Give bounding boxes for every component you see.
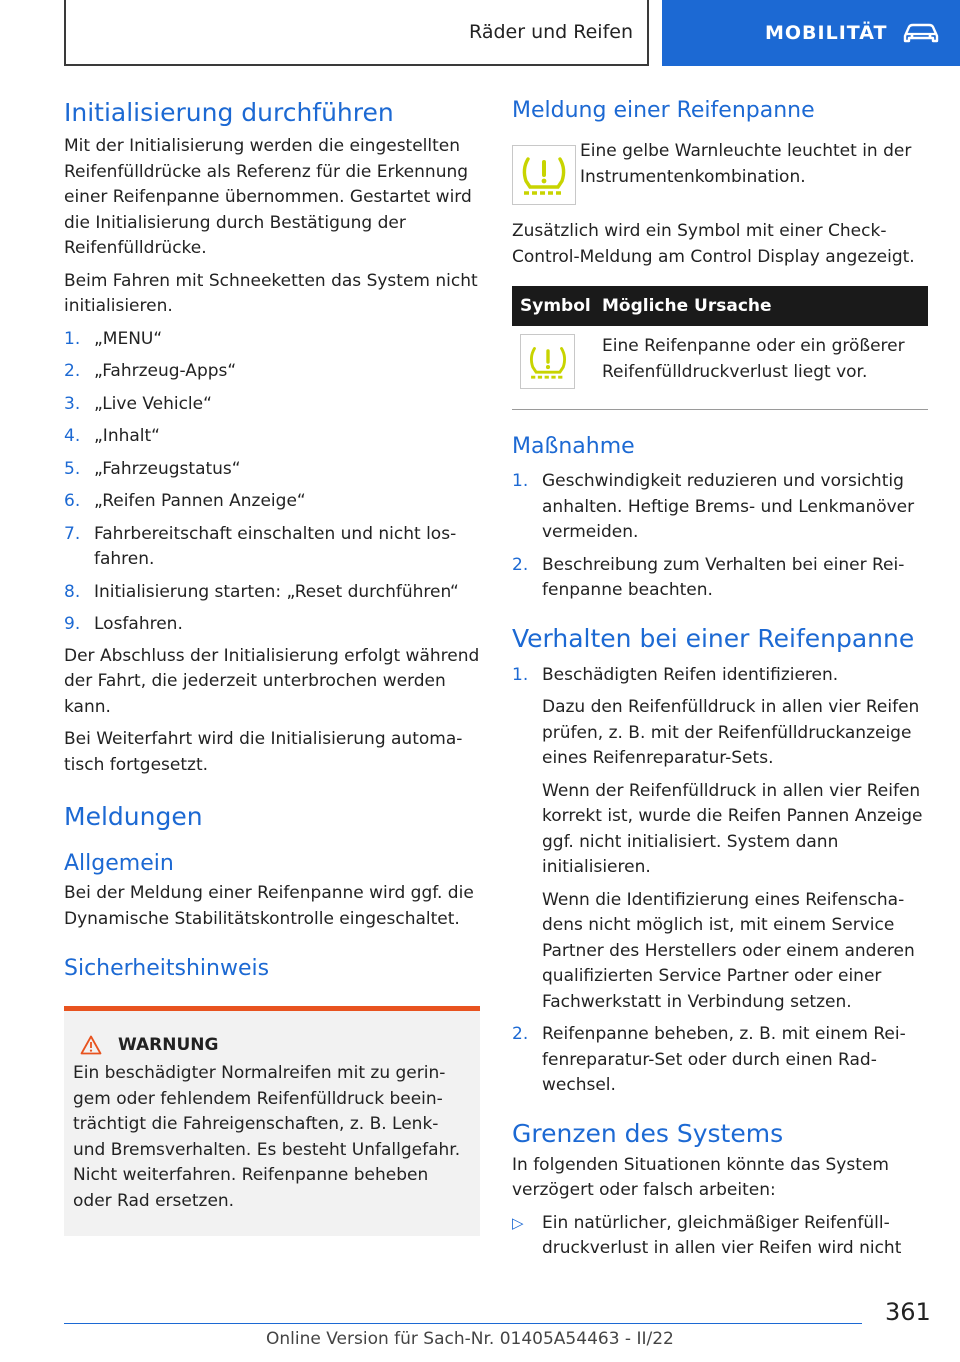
step-number: 1. — [64, 328, 81, 349]
symbol-table — [512, 286, 928, 410]
step-number: 9. — [64, 614, 81, 634]
col-symbol: Symbol — [512, 286, 602, 326]
table-row — [512, 326, 928, 410]
safety-heading: Sicherheitshinweis — [64, 956, 270, 981]
section-title: Räder und Reifen — [469, 21, 633, 43]
step-text: Beschädigten Reifen identifizieren. — [542, 664, 839, 685]
lamp-row — [512, 139, 928, 205]
step-text: Beschreibung zum Verhalten bei einer Reifenpanne beachten. — [542, 554, 905, 600]
step-text: „Fahrzeugstatus“ — [94, 458, 241, 479]
list-item — [64, 359, 480, 385]
step-number: 3. — [64, 393, 81, 414]
list-item — [64, 612, 480, 638]
init-paragraph-2: Beim Fahren mit Schneeketten das System nicht initialisieren. — [64, 270, 478, 316]
list-item — [64, 327, 480, 353]
tire-pressure-warning-icon — [512, 145, 576, 205]
step-text: Reifenpanne beheben, z. B. mit einem Reifenreparatur-Set oder durch einen Radwechsel. — [542, 1024, 906, 1095]
lamp-text: Eine gelbe Warnleuchte leuchtet in der Instrumentenkombination. — [580, 141, 912, 187]
step-number: 2. — [512, 554, 529, 575]
list-item — [512, 469, 928, 546]
step-number: 5. — [64, 458, 81, 479]
step-text: „Fahrzeug-Apps“ — [94, 361, 237, 381]
car-icon — [901, 20, 941, 46]
init-paragraph-4: Bei Weiterfahrt wird die Initialisierung automatisch fortgesetzt. — [64, 729, 463, 775]
step-detail: Dazu den Reifenfülldruck in allen vier Reifen prüfen, z. B. mit der Reifenfülldruckanzeige eines Reifenreparatur-Sets. — [542, 697, 920, 768]
step-text: Geschwindigkeit reduzieren und vorsichtig anhalten. Heftige Brems- und Lenkmanöver vermeiden. — [542, 471, 915, 542]
page-number: 361 — [885, 1298, 931, 1326]
general-heading: Allgemein — [64, 851, 174, 876]
warning-label: WARNUNG — [118, 1035, 219, 1055]
step-number: 1. — [512, 664, 529, 685]
check-control-text: Zusätzlich wird ein Symbol mit einer Check-Control-Meldung am Control Display angezeigt. — [512, 221, 915, 267]
list-item — [512, 1022, 928, 1099]
warning-text: Ein beschädigter Normalreifen mit zu geringem oder fehlendem Reifenfülldruck beeinträchtigt die Fahreigenschaften, z. B. Lenk- und Bremsverhalten. Es besteht Unfallgefahr. Nicht weiterfahren. Reifenpanne beheben oder Rad ersetzen. — [73, 1063, 461, 1211]
left-column — [64, 96, 480, 1236]
init-heading: Initialisierung durchführen — [64, 98, 394, 127]
behavior-heading: Verhalten bei einer Reifenpanne — [512, 623, 915, 653]
tire-pressure-warning-icon — [520, 334, 575, 389]
step-text: „Live Vehicle“ — [94, 393, 212, 414]
list-item — [64, 580, 480, 606]
list-item — [512, 1211, 928, 1262]
footer — [64, 1323, 862, 1349]
init-steps — [64, 327, 480, 638]
step-number: 8. — [64, 581, 81, 602]
init-paragraph-1: Mit der Initialisierung werden die eingestellten Reifenfülldrücke als Referenz für die Erkennung einer Reifenpanne übernommen. Gestartet wird die Initialisierung durch Bestätigung der Reifenfülldrücke. — [64, 136, 472, 258]
measure-heading: Maßnahme — [512, 434, 635, 459]
warning-header — [73, 1035, 470, 1055]
step-number: 2. — [64, 361, 81, 381]
chapter-label: MOBILITÄT — [765, 22, 888, 44]
col-cause: Mögliche Ursache — [602, 286, 928, 326]
list-item — [64, 457, 480, 483]
list-item — [512, 553, 928, 604]
section-header — [64, 0, 649, 66]
step-text: Losfahren. — [94, 614, 183, 634]
init-paragraph-3: Der Abschluss der Initialisierung erfolgt während der Fahrt, die jederzeit unterbrochen werden kann. — [64, 645, 480, 717]
warning-box — [64, 1006, 480, 1236]
step-number: 7. — [64, 523, 81, 544]
online-version-text: Online Version für Sach-Nr. 01405A54463 - II/22 — [266, 1329, 674, 1349]
step-number: 4. — [64, 426, 81, 446]
behavior-steps — [512, 663, 928, 1099]
step-number: 6. — [64, 491, 81, 511]
list-item — [64, 424, 480, 450]
step-number: 1. — [512, 471, 529, 491]
step-text: „Inhalt“ — [94, 426, 160, 446]
messages-heading: Meldungen — [64, 802, 203, 831]
step-text: „MENU“ — [94, 328, 163, 349]
limits-heading: Grenzen des Systems — [512, 1118, 784, 1148]
step-text: Fahrbereitschaft einschalten und nicht losfahren. — [94, 523, 457, 569]
right-column — [512, 96, 928, 1262]
list-item — [512, 663, 928, 1016]
table-header-row — [512, 286, 928, 326]
list-item — [64, 522, 480, 573]
step-text: „Reifen Pannen Anzeige“ — [94, 491, 306, 511]
triangle-bullet-icon: ▷ — [512, 1213, 524, 1232]
limits-paragraph: In folgenden Situationen könnte das System verzögert oder falsch arbeiten: — [512, 1154, 889, 1200]
puncture-heading: Meldung einer Reifenpanne — [512, 98, 815, 123]
step-number: 2. — [512, 1024, 529, 1044]
limits-item-text: Ein natürlicher, gleichmäßiger Reifenfülldruckverlust in allen vier Reifen wird nicht — [542, 1212, 902, 1258]
list-item — [64, 489, 480, 515]
step-text: Initialisierung starten: „Reset durchführen“ — [94, 581, 459, 602]
measure-steps — [512, 469, 928, 604]
chapter-tab[interactable] — [662, 0, 960, 66]
list-item — [64, 392, 480, 418]
general-paragraph: Bei der Meldung einer Reifenpanne wird ggf. die Dynamische Stabilitätskontrolle eingeschaltet. — [64, 883, 474, 929]
cause-text: Eine Reifenpanne oder ein größerer Reifenfülldruckverlust liegt vor. — [602, 336, 905, 382]
warning-triangle-icon — [80, 1035, 102, 1055]
step-detail: Wenn der Reifenfülldruck in allen vier Reifen korrekt ist, wurde die Reifen Pannen Anzeige ggf. nicht initialisiert. System dann initialisieren. — [542, 780, 923, 877]
step-detail: Wenn die Identifizierung eines Reifenschadens nicht möglich ist, mit einem Service Partner des Herstellers oder einem anderen qualifizierten Service Partner oder einer Fachwerkstatt in Verbindung setzen. — [542, 889, 915, 1012]
